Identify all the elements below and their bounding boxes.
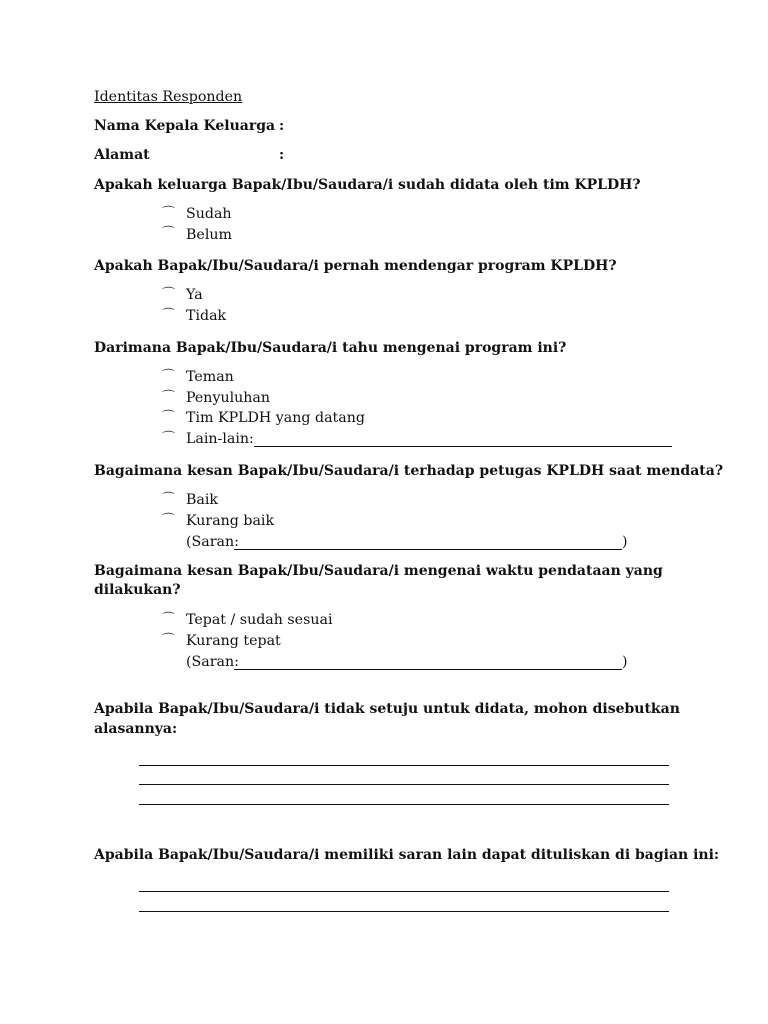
bullet-icon: ⌒: [162, 513, 176, 528]
saran-label: (Saran:: [186, 534, 239, 550]
question-7: Apabila Bapak/Ibu/Saudara/i memiliki saran lain dapat dituliskan di bagian ini:: [94, 847, 720, 863]
option-teman[interactable]: Teman: [186, 369, 234, 385]
option-sudah[interactable]: Sudah: [186, 206, 232, 222]
bullet-icon: ⌒: [162, 431, 176, 446]
option-baik[interactable]: Baik: [186, 492, 219, 508]
bullet-icon: ⌒: [162, 492, 176, 507]
question-1: Apakah keluarga Bapak/Ibu/Saudara/i sudah didata oleh tim KPLDH?: [94, 177, 641, 193]
option-tidak[interactable]: Tidak: [186, 308, 227, 324]
option-penyuluhan[interactable]: Penyuluhan: [186, 390, 271, 406]
saran-close-paren: ): [622, 534, 628, 550]
bullet-icon: ⌒: [162, 226, 176, 241]
saran-input-line[interactable]: [234, 669, 622, 670]
name-label: Nama Kepala Keluarga: [94, 118, 276, 134]
question-6-line-1: Apabila Bapak/Ibu/Saudara/i tidak setuju untuk didata, mohon disebutkan: [94, 701, 680, 717]
question-4: Bagaimana kesan Bapak/Ibu/Saudara/i terhadap petugas KPLDH saat mendata?: [94, 463, 724, 479]
bullet-icon: ⌒: [162, 206, 176, 221]
lain-lain-input-line[interactable]: [254, 446, 672, 447]
question-5-line-2: dilakukan?: [94, 582, 181, 598]
option-tim-kpldh[interactable]: Tim KPLDH yang datang: [186, 410, 365, 426]
option-kurang-baik[interactable]: Kurang baik: [186, 513, 275, 529]
section-heading: Identitas Responden: [94, 89, 243, 105]
option-tepat[interactable]: Tepat / sudah sesuai: [186, 612, 333, 628]
address-colon: :: [279, 147, 285, 163]
answer-line[interactable]: [139, 784, 669, 785]
bullet-icon: ⌒: [162, 369, 176, 384]
question-6-line-2: alasannya:: [94, 721, 178, 737]
bullet-icon: ⌒: [162, 287, 176, 302]
bullet-icon: ⌒: [162, 633, 176, 648]
question-2: Apakah Bapak/Ibu/Saudara/i pernah mendengar program KPLDH?: [94, 258, 617, 274]
question-3: Darimana Bapak/Ibu/Saudara/i tahu mengenai program ini?: [94, 340, 567, 356]
answer-line[interactable]: [139, 891, 669, 892]
bullet-icon: ⌒: [162, 410, 176, 425]
question-5-line-1: Bagaimana kesan Bapak/Ibu/Saudara/i mengenai waktu pendataan yang: [94, 563, 663, 579]
answer-line[interactable]: [139, 804, 669, 805]
name-colon: :: [279, 118, 285, 134]
bullet-icon: ⌒: [162, 612, 176, 627]
saran-close-paren: ): [622, 654, 628, 670]
bullet-icon: ⌒: [162, 308, 176, 323]
answer-line[interactable]: [139, 765, 669, 766]
saran-label: (Saran:: [186, 654, 239, 670]
answer-line[interactable]: [139, 911, 669, 912]
address-label: Alamat: [94, 147, 150, 163]
bullet-icon: ⌒: [162, 390, 176, 405]
saran-input-line[interactable]: [234, 549, 622, 550]
option-ya[interactable]: Ya: [186, 287, 203, 303]
option-lain-lain[interactable]: Lain-lain:: [186, 431, 254, 447]
option-belum[interactable]: Belum: [186, 227, 232, 243]
option-kurang-tepat[interactable]: Kurang tepat: [186, 633, 281, 649]
